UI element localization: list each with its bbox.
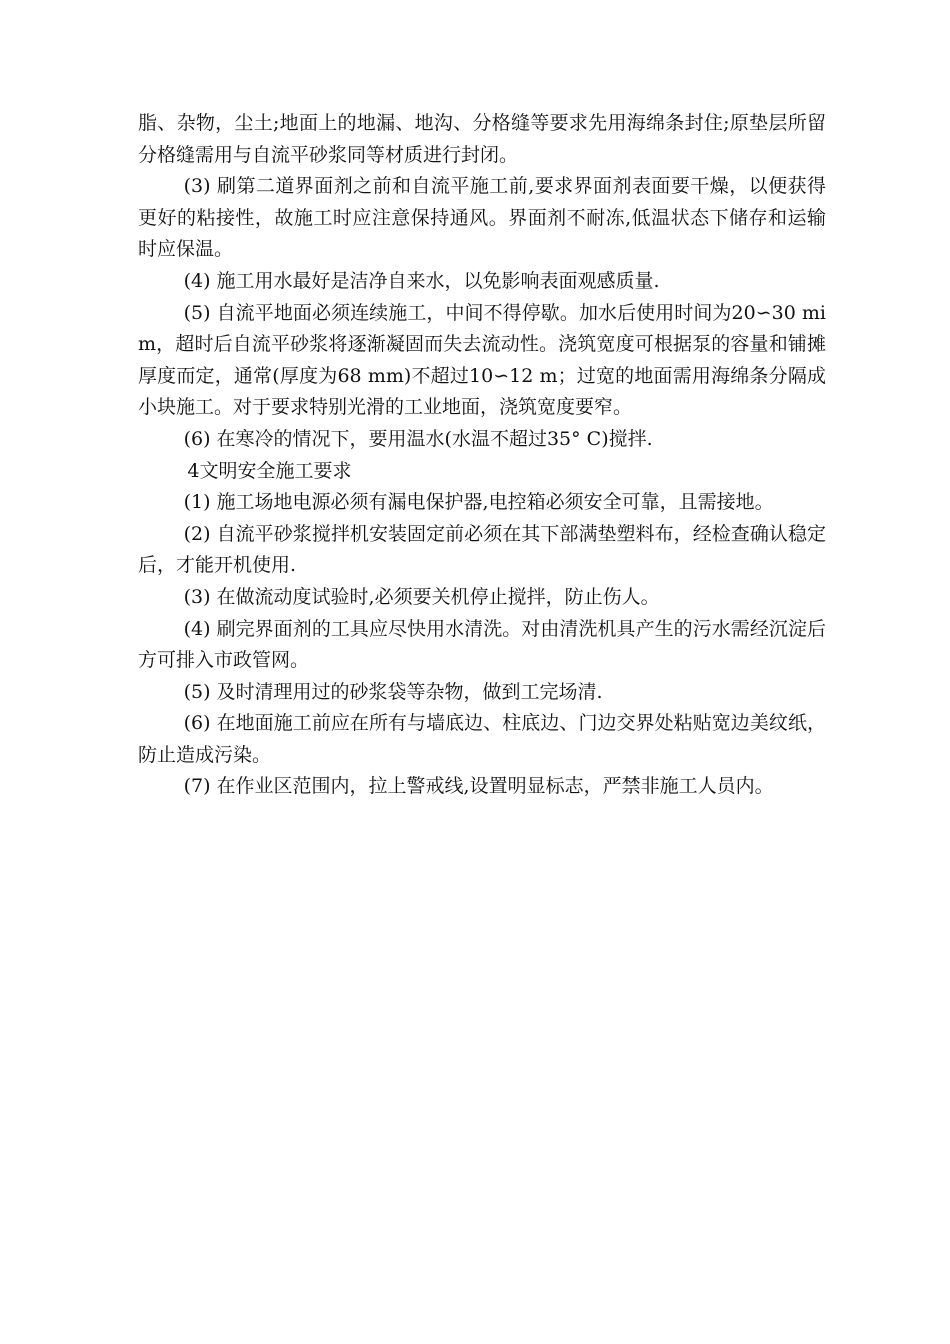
paragraph-safety-item-6: (6) 在地面施工前应在所有与墙底边、柱底边、门边交界处粘贴宽边美纹纸，防止造成污染。 [138, 712, 826, 766]
paragraph-item-4-water: (4) 施工用水最好是洁净自来水，以免影响表面观感质量. [183, 269, 660, 292]
paragraph-safety-item-7: (7) 在作业区范围内，拉上警戒线,设置明显标志，严禁非施工人员内。 [183, 775, 774, 798]
paragraph-safety-item-1: (1) 施工场地电源必须有漏电保护器,电控箱必须安全可靠，且需接地。 [183, 491, 774, 514]
paragraph-safety-item-3: (3) 在做流动度试验时,必须要关机停止搅拌，防止伤人。 [183, 585, 660, 608]
paragraph-item-3-interface-agent: (3) 刷第二道界面剂之前和自流平施工前,要求界面剂表面要干燥，以便获得更好的粘接性，故施工时应注意保持通风。界面剂不耐冻,低温状态下储存和运输时应保温。 [138, 175, 826, 261]
paragraph-safety-item-4: (4) 刷完界面剂的工具应尽快用水清洗。对由清洗机具产生的污水需经沉淀后方可排入市政管网。 [138, 617, 826, 672]
section-heading-safety: 4文明安全施工要求 [187, 459, 352, 482]
paragraph-safety-item-2: (2) 自流平砂浆搅拌机安装固定前必须在其下部满垫塑料布，经检查确认稳定后，才能开机使用. [138, 522, 826, 577]
document-body [138, 108, 826, 803]
paragraph-safety-item-5: (5) 及时清理用过的砂浆袋等杂物，做到工完场清. [183, 680, 603, 703]
paragraph-continued: 脂、杂物，尘土;地面上的地漏、地沟、分格缝等要求先用海绵条封住;原垫层所留分格缝需用与自流平砂浆同等材质进行封闭。 [138, 112, 826, 166]
paragraph-item-5-continuous-pour: (5) 自流平地面必须连续施工，中间不得停歇。加水后使用时间为20∽30 mim，超时后自流平砂浆将逐渐凝固而失去流动性。浇筑宽度可根据泵的容量和铺摊厚度而定，通常(厚度为68 mm)不超过10∽12 m；过宽的地面需用海绵条分隔成小块施工。对于要求特别光滑的工业地面，浇筑宽度要窄。 [138, 301, 826, 419]
paragraph-item-6-cold-weather: (6) 在寒冷的情况下，要用温水(水温不超过35° C)搅拌. [183, 427, 653, 450]
